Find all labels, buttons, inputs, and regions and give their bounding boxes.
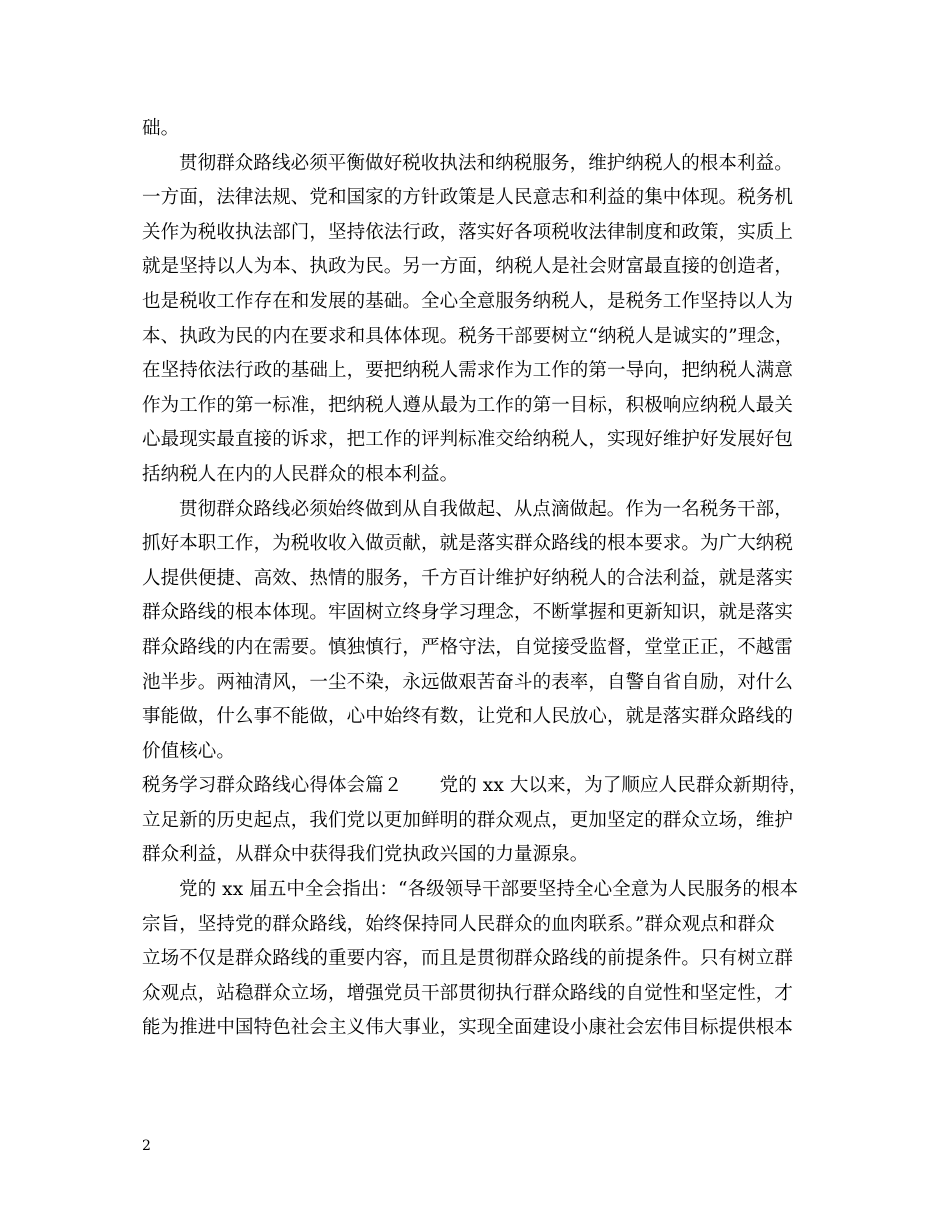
- paragraph-start-from-self: 贯彻群众路线必须始终做到从自我做起、从点滴做起。作为一名税务干部， 抓好本职工作，为税收收入做贡献，就是落实群众路线的根本要求。为广大纳税 人提供便捷、高效、热情的服务，千方百计维护好纳税人的合法利益，就是落实 群众路线的根本体现。牢固树立终身学习理念，不断掌握和更新知识，就是落实 群众路线的内在需要。慎独慎行，严格守法，自觉接受监督，堂堂正正，不越雷 池半步。两袖清风，一尘不染，永远做艰苦奋斗的表率，自警自省自励，对什么 事能做，什么事不能做，心中始终有数，让党和人民放心，就是落实群众路线的 价值核心。: [142, 498, 794, 762]
- paragraph-tax-enforcement-and-service: 贯彻群众路线必须平衡做好税收执法和纳税服务，维护纳税人的根本利益。 一方面，法律法规、党和国家的方针政策是人民意志和利益的集中体现。税务机 关作为税收执法部门，坚持依法行政，落实好各项税收法律制度和政策，实质上 就是坚持以人为本、执政为民。另一方面，纳税人是社会财富最直接的创造者， 也是税收工作存在和发展的基础。全心全意服务纳税人，是税务工作坚持以人为 本、执政为民的内在要求和具体体现。税务干部要树立“纳税人是诚实的”理念， 在坚持依法行政的基础上，要把纳税人需求作为工作的第一导向，把纳税人满意 作为工作的第一标准，把纳税人遵从最为工作的第一目标，积极响应纳税人最关 心最现实最直接的诉求，把工作的评判标准交给纳税人，实现好维护好发展好包 括纳税人在内的人民群众的根本利益。: [142, 152, 794, 485]
- document-body: [142, 112, 814, 1046]
- section-heading-part-2: 税务学习群众路线心得体会篇２ 党的 xx 大以来，为了顺应人民群众新期待， 立足新的历史起点，我们党以更加鲜明的群众观点，更加坚定的群众立场，维护 群众利益，从群众中获得我们党执政兴国的力量源泉。: [142, 775, 808, 866]
- paragraph-fifth-plenary-session: 党的 xx 届五中全会指出：“各级领导干部要坚持全心全意为人民服务的根本 宗旨，坚持党的群众路线，始终保持同人民群众的血肉联系。”群众观点和群众 立场不仅是群众路线的重要内容，而且是贯彻群众路线的前提条件。只有树立群 众观点，站稳群众立场，增强党员干部贯彻执行群众路线的自觉性和坚定性，才 能为推进中国特色社会主义伟大事业，实现全面建设小康社会宏伟目标提供根本: [142, 879, 799, 1039]
- paragraph-continuation: 础。: [142, 118, 180, 139]
- page-number: 2: [142, 1138, 151, 1154]
